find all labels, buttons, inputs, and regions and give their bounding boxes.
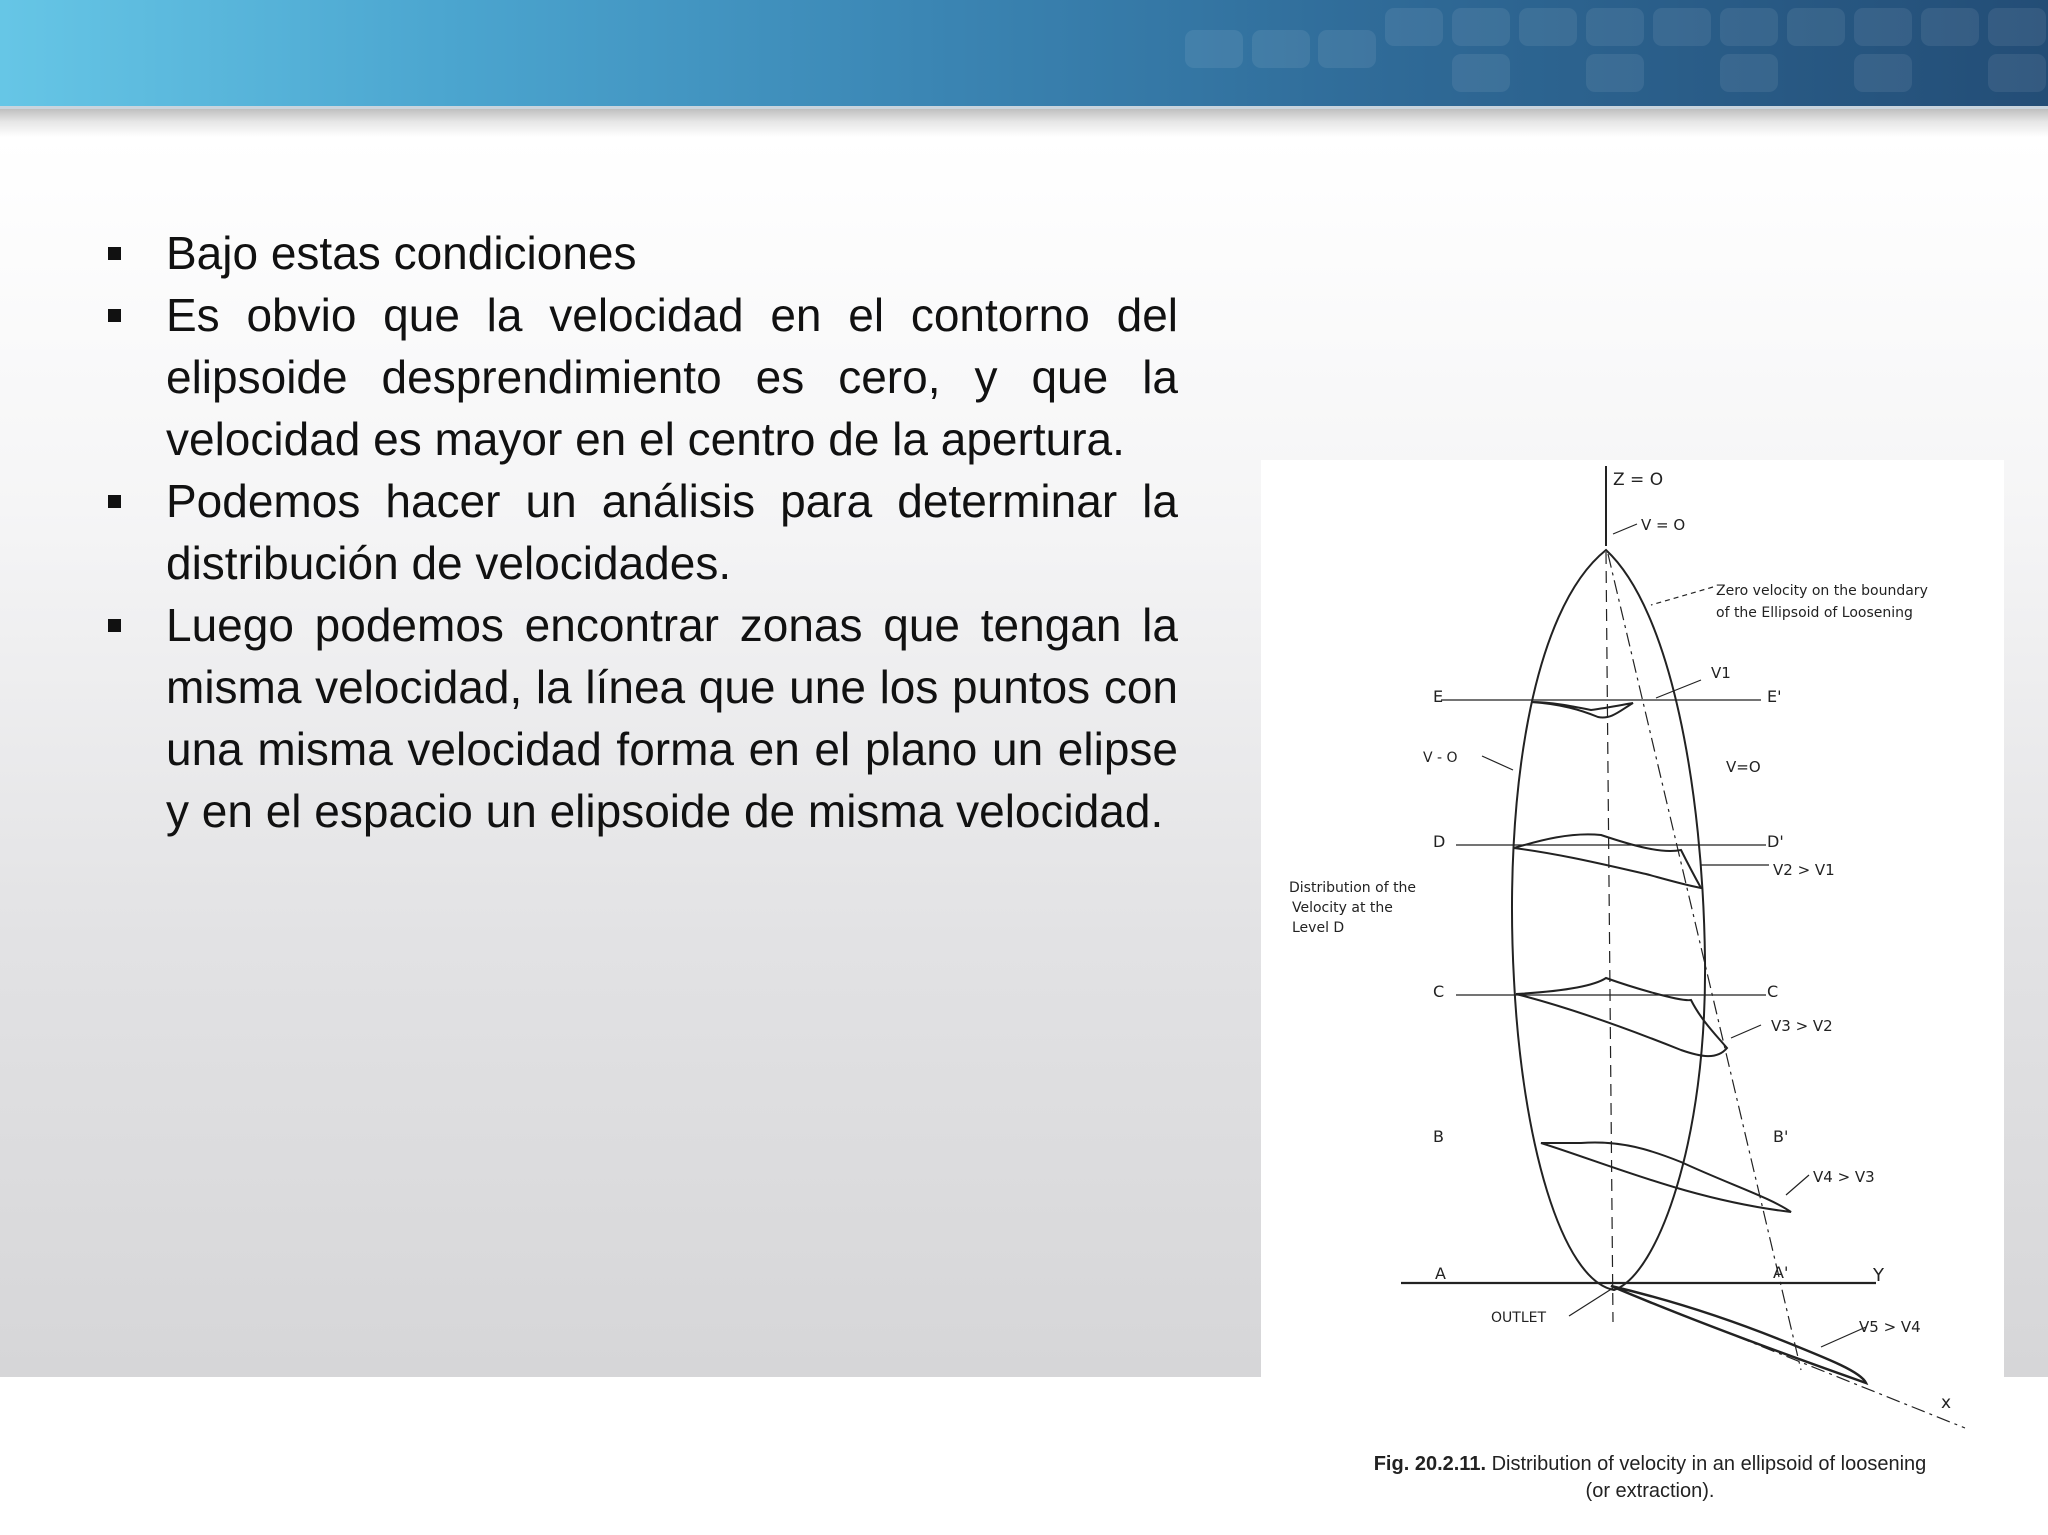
velocity-lobe-E (1531, 702, 1633, 718)
level-A-prime-label: A' (1773, 1263, 1789, 1282)
velocity-lobe-D (1514, 834, 1701, 888)
level-B-label: B (1433, 1127, 1444, 1146)
v3-label: V3 > V2 (1771, 1017, 1833, 1035)
leader-v1 (1656, 680, 1701, 698)
level-D-label: D (1433, 832, 1446, 851)
v4-label: V4 > V3 (1813, 1168, 1875, 1186)
ellipsoid-velocity-diagram (1261, 460, 2004, 1535)
square-bullet-icon (108, 495, 121, 508)
z-axis-center-line (1606, 552, 1613, 1322)
axis-x-label: x (1941, 1393, 1952, 1413)
apex-velocity-label: V = O (1641, 516, 1686, 534)
velocity-lobe-C (1516, 978, 1727, 1056)
bullet-item (100, 594, 1178, 842)
v1-label: V1 (1711, 664, 1731, 682)
caption-text-2: (or extraction). (1585, 1480, 1715, 1502)
square-bullet-icon (108, 247, 121, 260)
velocity-lobe-A (1611, 1286, 1866, 1383)
leader-outlet (1569, 1288, 1613, 1316)
boundary-label-1: Zero velocity on the boundary (1716, 583, 1928, 599)
inner-zero-label: V=O (1726, 758, 1761, 776)
leader-boundary (1651, 587, 1713, 605)
leader-v3 (1731, 1025, 1761, 1038)
bullet-list (100, 222, 1178, 842)
ellipsoid-outline (1512, 550, 1705, 1290)
leader-apex (1613, 524, 1637, 534)
header-shadow (0, 109, 2048, 137)
velocity-lobe-B (1541, 1142, 1791, 1212)
bullet-text: Bajo estas condiciones (166, 227, 637, 279)
square-bullet-icon (108, 309, 121, 322)
caption-label: Fig. 20.2.11. (1373, 1453, 1487, 1475)
leader-left-zero (1482, 756, 1513, 770)
level-C-label: C (1433, 982, 1445, 1001)
dist-label-3: Level D (1292, 920, 1345, 936)
bullet-text: Luego podemos encontrar zonas que tengan la misma velocidad, la línea que une los puntos con una misma velocidad forma en el plano un elipse y en el espacio un elipsoide de misma velocidad. (166, 599, 1178, 837)
level-E-label: E (1433, 687, 1444, 706)
level-A-label: A (1435, 1264, 1446, 1283)
level-B-prime-label: B' (1773, 1127, 1789, 1146)
bullet-item (100, 470, 1178, 594)
bullet-item (100, 222, 1178, 284)
bullet-text: Es obvio que la velocidad en el contorno del elipsoide desprendimiento es cero, y que la velocidad es mayor en el centro de la apertura. (166, 289, 1178, 465)
caption-text: Distribution of velocity in an ellipsoid of loosening (1491, 1453, 1927, 1475)
bullet-text: Podemos hacer un análisis para determinar la distribución de velocidades. (166, 475, 1178, 589)
boundary-label-2: of the Ellipsoid of Loosening (1716, 605, 1913, 621)
dist-label-1: Distribution of the (1289, 880, 1417, 896)
axis-z-label: Z = O (1613, 470, 1664, 490)
axis-y-label: Y (1873, 1265, 1884, 1286)
level-D-prime-label: D' (1767, 832, 1784, 851)
v5-label: V5 > V4 (1859, 1318, 1921, 1336)
header-banner (0, 0, 2048, 106)
level-C-prime-label: C (1767, 982, 1779, 1001)
leader-v4 (1786, 1175, 1809, 1195)
level-E-prime-label: E' (1767, 687, 1782, 706)
v2-label: V2 > V1 (1773, 861, 1835, 879)
figure-caption (1300, 1451, 2000, 1505)
left-zero-label: V - O (1423, 750, 1458, 766)
bullet-item (100, 284, 1178, 470)
figure-panel (1261, 460, 2004, 1535)
dist-label-2: Velocity at the (1292, 900, 1393, 916)
square-bullet-icon (108, 619, 121, 632)
outlet-label: OUTLET (1491, 1310, 1547, 1326)
